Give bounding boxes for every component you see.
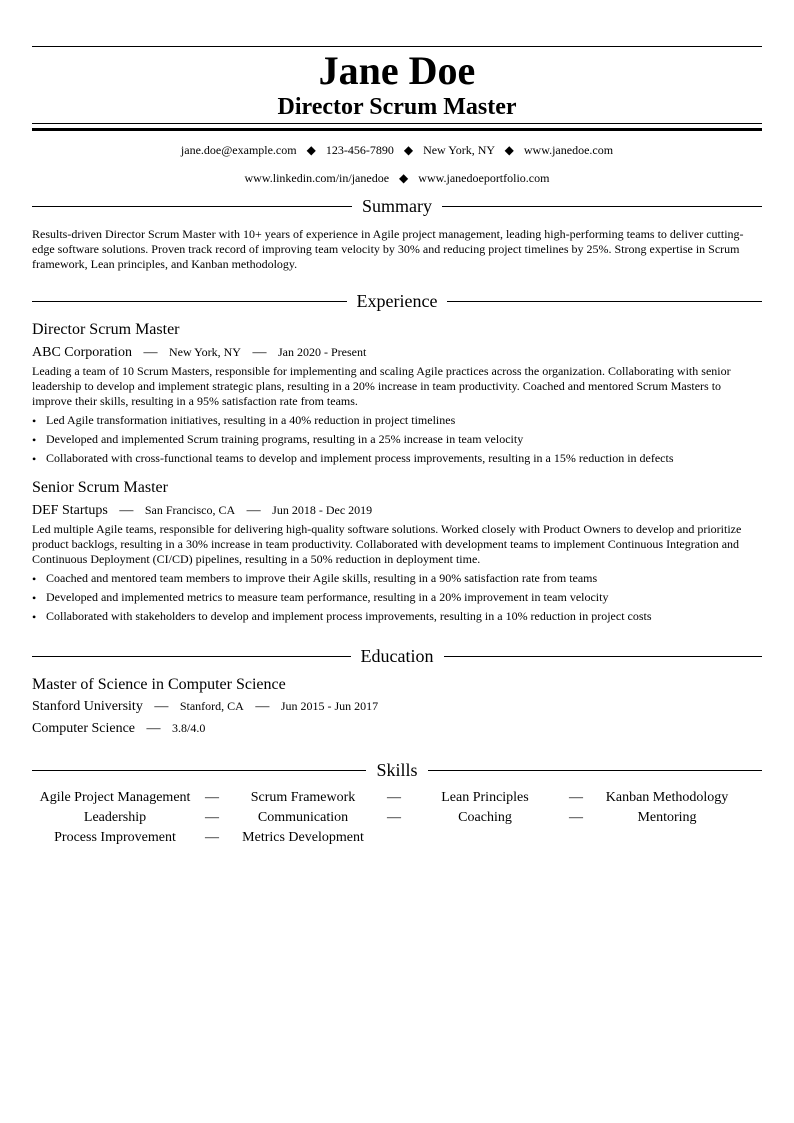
field-of-study: Computer Science bbox=[32, 721, 136, 736]
skill-item: Kanban Methodology bbox=[605, 790, 729, 805]
dash-separator: — bbox=[205, 830, 219, 845]
job-dates: Jun 2018 - Dec 2019 bbox=[272, 503, 373, 517]
job-achievements bbox=[32, 571, 762, 624]
dash-separator: — bbox=[154, 699, 169, 714]
achievement-text: Developed and implemented Scrum training programs, resulting in a 25% increase in team velocity bbox=[46, 432, 524, 446]
job-description: Leading a team of 10 Scrum Masters, responsible for implementing and scaling Agile practices across the organization. Collaborating with senior leadership to develop and implement strategic plans, resulting in a 20% increase in team productivity. Coached and mentored Scrum Masters to improve their skills, resulting in a 95% satisfaction rate from teams. bbox=[32, 364, 731, 408]
dash-separator: — bbox=[146, 721, 161, 736]
list-item bbox=[32, 413, 762, 428]
header-bottom-rules bbox=[32, 123, 762, 131]
bullet-icon: • bbox=[32, 414, 37, 428]
achievement-text: Collaborated with stakeholders to develop and implement process improvements, resulting in a 10% reduction in project costs bbox=[46, 609, 652, 623]
dash-separator: — bbox=[569, 790, 583, 805]
dash-separator: — bbox=[246, 503, 261, 518]
list-item bbox=[32, 432, 762, 447]
skills-row bbox=[32, 808, 762, 828]
header-thin-rule bbox=[32, 123, 762, 124]
bullet-icon: • bbox=[32, 452, 37, 466]
bullet-icon: • bbox=[32, 433, 37, 447]
skills-row bbox=[32, 828, 762, 848]
skill-item: Metrics Development bbox=[242, 830, 364, 845]
section-rule-right bbox=[444, 656, 763, 657]
education-section-heading bbox=[32, 646, 762, 666]
contact-row-2 bbox=[32, 171, 762, 185]
contact-portfolio[interactable]: www.janedoeportfolio.com bbox=[418, 171, 550, 185]
dash-separator: — bbox=[252, 345, 267, 360]
diamond-separator-icon: ◆ bbox=[306, 143, 316, 157]
section-rule-left bbox=[32, 206, 352, 207]
header-top-rule bbox=[32, 46, 762, 47]
summary-heading-label: Summary bbox=[362, 196, 432, 216]
gpa: 3.8/4.0 bbox=[172, 721, 206, 735]
job-company: DEF Startups bbox=[32, 503, 108, 518]
contact-linkedin[interactable]: www.linkedin.com/in/janedoe bbox=[244, 171, 390, 185]
skills-grid bbox=[32, 788, 762, 848]
skill-item: Leadership bbox=[83, 810, 147, 825]
diamond-separator-icon: ◆ bbox=[399, 171, 409, 185]
job-title: Senior Scrum Master bbox=[32, 479, 168, 496]
skill-item: Agile Project Management bbox=[39, 790, 191, 805]
job-meta bbox=[32, 343, 762, 362]
header-thick-rule bbox=[32, 128, 762, 131]
section-rule-right bbox=[428, 770, 762, 771]
bullet-icon: • bbox=[32, 591, 37, 605]
list-item bbox=[32, 451, 762, 466]
education-field-row bbox=[32, 719, 762, 738]
achievement-text: Collaborated with cross-functional teams to develop and implement process improvements, resulting in a 15% reduction in defects bbox=[46, 451, 674, 465]
school-name: Stanford University bbox=[32, 699, 143, 714]
education-heading-label: Education bbox=[360, 646, 434, 666]
list-item bbox=[32, 571, 762, 586]
skill-item: Communication bbox=[257, 810, 349, 825]
job-description: Led multiple Agile teams, responsible for delivering high-quality software solutions. Worked closely with Product Owners to develop and prioritize product backlogs, resulting in a 30% increase in team productivity. Collaborated with development teams to implement Continuous Integration and Continuous Deployment (CI/CD) pipelines, resulting in a 50% reduction in deployment time. bbox=[32, 522, 742, 566]
summary-text: Results-driven Director Scrum Master with 10+ years of experience in Agile project management, leading high-performing teams to deliver cutting-edge software solutions. Proven track record of improving team velocity by 30% and reducing project timelines by 25%. Strong expertise in Scrum framework, Lean principles, and Kanban methodology. bbox=[32, 227, 744, 271]
skill-item: Lean Principles bbox=[441, 790, 529, 805]
contact-email[interactable]: jane.doe@example.com bbox=[180, 143, 297, 157]
list-item bbox=[32, 590, 762, 605]
job-entry bbox=[32, 321, 762, 466]
candidate-title: Director Scrum Master bbox=[277, 94, 517, 120]
skill-item: Process Improvement bbox=[54, 830, 176, 845]
diamond-separator-icon: ◆ bbox=[504, 143, 514, 157]
skill-item: Mentoring bbox=[637, 810, 697, 825]
contact-location: New York, NY bbox=[423, 143, 495, 157]
dash-separator: — bbox=[119, 503, 134, 518]
dash-separator: — bbox=[143, 345, 158, 360]
dash-separator: — bbox=[205, 790, 219, 805]
school-location: Stanford, CA bbox=[179, 699, 244, 713]
job-title: Director Scrum Master bbox=[32, 321, 180, 338]
section-rule-left bbox=[32, 656, 351, 657]
bullet-icon: • bbox=[32, 610, 37, 624]
dash-separator: — bbox=[387, 790, 401, 805]
bullet-icon: • bbox=[32, 572, 37, 586]
candidate-name: Jane Doe bbox=[318, 48, 476, 93]
section-rule-left bbox=[32, 301, 347, 302]
section-rule-right bbox=[447, 301, 762, 302]
job-dates: Jan 2020 - Present bbox=[277, 345, 367, 359]
contact-row-1 bbox=[32, 143, 762, 157]
skills-row bbox=[32, 788, 762, 808]
education-meta bbox=[32, 697, 762, 716]
job-location: San Francisco, CA bbox=[144, 503, 236, 517]
education-dates: Jun 2015 - Jun 2017 bbox=[280, 699, 379, 713]
section-rule-left bbox=[32, 770, 366, 771]
skills-heading-label: Skills bbox=[376, 760, 418, 780]
dash-separator: — bbox=[387, 810, 401, 825]
skill-item: Coaching bbox=[458, 810, 512, 825]
achievement-text: Coached and mentored team members to improve their Agile skills, resulting in a 90% satisfaction rate from teams bbox=[46, 571, 598, 585]
job-entry bbox=[32, 479, 762, 624]
achievement-text: Led Agile transformation initiatives, resulting in a 40% reduction in project timelines bbox=[46, 413, 456, 427]
achievement-text: Developed and implemented metrics to measure team performance, resulting in a 20% improvement in team velocity bbox=[46, 590, 609, 604]
skills-section-heading bbox=[32, 760, 762, 780]
degree-title: Master of Science in Computer Science bbox=[32, 676, 286, 693]
job-location: New York, NY bbox=[168, 345, 241, 359]
summary-section-heading bbox=[32, 196, 762, 216]
contact-website[interactable]: www.janedoe.com bbox=[523, 143, 614, 157]
dash-separator: — bbox=[205, 810, 219, 825]
contact-phone[interactable]: 123-456-7890 bbox=[325, 143, 394, 157]
education-entry bbox=[32, 676, 762, 738]
job-company: ABC Corporation bbox=[32, 345, 132, 360]
resume-page bbox=[32, 46, 762, 848]
experience-heading-label: Experience bbox=[356, 291, 438, 311]
diamond-separator-icon: ◆ bbox=[403, 143, 414, 157]
skill-item: Scrum Framework bbox=[250, 790, 356, 805]
dash-separator: — bbox=[569, 810, 583, 825]
dash-separator: — bbox=[255, 699, 270, 714]
job-achievements bbox=[32, 413, 762, 466]
list-item bbox=[32, 609, 762, 624]
job-meta bbox=[32, 501, 762, 520]
section-rule-right bbox=[442, 206, 762, 207]
experience-section-heading bbox=[32, 291, 762, 311]
